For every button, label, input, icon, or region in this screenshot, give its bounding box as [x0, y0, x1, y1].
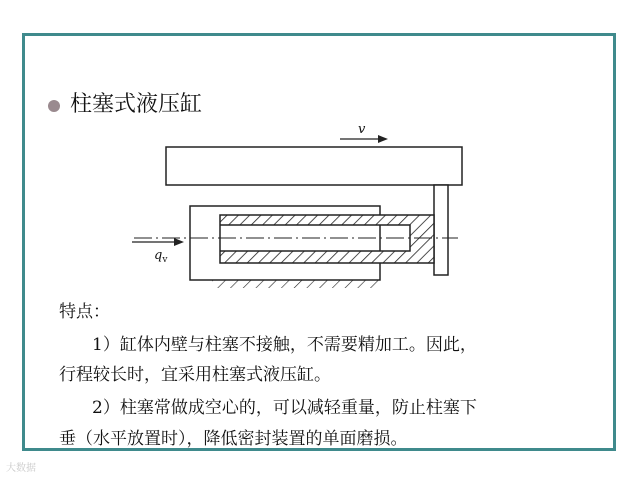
- table-slide: [166, 147, 462, 185]
- flow-arrow: [132, 238, 184, 246]
- point1-line2: 行程较长时，宜采用柱塞式液压缸。: [59, 365, 331, 385]
- slide-title: 柱塞式液压缸: [70, 92, 203, 114]
- connector-bar: [434, 185, 448, 275]
- point2-line1: 2）柱塞常做成空心的，可以减轻重量，防止柱塞下: [92, 398, 477, 418]
- bullet-icon: [48, 100, 60, 112]
- features-heading: 特点：: [59, 302, 110, 322]
- flow-label: $q_v$: [154, 248, 168, 265]
- ground-support: [212, 280, 380, 288]
- point1-line1: 1）缸体内壁与柱塞不接触，不需要精加工。因此，: [92, 335, 477, 355]
- watermark: 大数据: [6, 463, 36, 474]
- velocity-label: v: [358, 122, 366, 137]
- point2-line2: 垂（水平放置时），降低密封装置的单面磨损。: [59, 429, 408, 449]
- plunger-cylinder-diagram: [120, 118, 480, 298]
